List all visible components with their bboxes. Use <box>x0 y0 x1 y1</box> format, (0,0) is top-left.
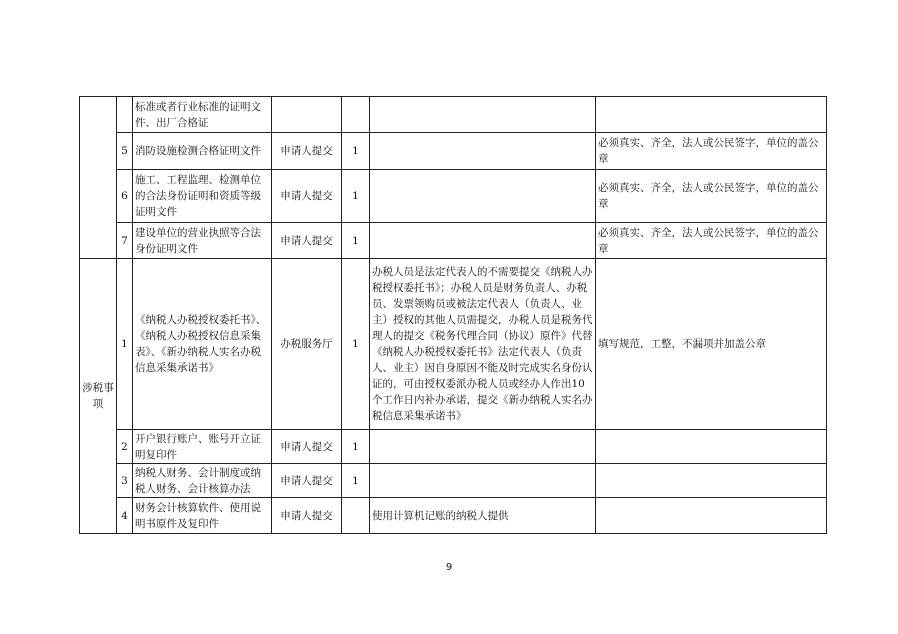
page-number: 9 <box>445 562 453 573</box>
table-row <box>80 259 827 430</box>
material-quantity: 1 <box>342 133 370 170</box>
item-number: 1 <box>117 259 133 430</box>
item-number: 2 <box>117 430 133 464</box>
material-note <box>370 223 596 259</box>
material-requirement <box>596 430 827 464</box>
material-name: 施工、工程监理、检测单位的合法身份证明和资质等级证明文件 <box>133 170 272 223</box>
material-source: 申请人提交 <box>272 498 342 534</box>
material-note: 办税人员是法定代表人的不需要提交《纳税人办税授权委托书》；办税人员是财务负责人、办税员、发票领购员或被法定代表人（负责人、业主）授权的其他人员需提交，办税人员是税务代理人的提交《税务代理合同（协议）原件》代替《纳税人办税授权委托书》法定代表人（负责人、业主）因自身原因不能及时完成实名身份认证的，可由授权委派办税人员或经办人作出10个工作日内补办承诺，提交《新办纳税人实名办税信息采集承诺书》 <box>370 259 596 430</box>
material-requirement: 填写规范，工整，不漏项并加盖公章 <box>596 259 827 430</box>
table-row <box>80 133 827 170</box>
material-note <box>370 133 596 170</box>
material-quantity <box>342 498 370 534</box>
requirements-table <box>79 96 827 534</box>
material-name: 消防设施检测合格证明文件 <box>133 133 272 170</box>
material-requirement <box>596 464 827 498</box>
material-source: 申请人提交 <box>272 170 342 223</box>
material-note <box>370 97 596 133</box>
material-quantity: 1 <box>342 259 370 430</box>
material-name: 财务会计核算软件、使用说明书原件及复印件 <box>133 498 272 534</box>
item-number: 7 <box>117 223 133 259</box>
material-source <box>272 97 342 133</box>
material-quantity: 1 <box>342 170 370 223</box>
material-source: 办税服务厅 <box>272 259 342 430</box>
material-name: 《纳税人办税授权委托书》、《纳税人办税授权信息采集表》、《新办纳税人实名办税信息采集承诺书》 <box>133 259 272 430</box>
item-number: 6 <box>117 170 133 223</box>
material-quantity: 1 <box>342 430 370 464</box>
material-requirement <box>596 97 827 133</box>
item-number: 3 <box>117 464 133 498</box>
material-quantity <box>342 97 370 133</box>
table-row <box>80 223 827 259</box>
material-source: 申请人提交 <box>272 430 342 464</box>
material-requirement <box>596 498 827 534</box>
material-requirement: 必须真实、齐全，法人或公民签字，单位的盖公章 <box>596 133 827 170</box>
table-row <box>80 498 827 534</box>
material-requirement: 必须真实、齐全，法人或公民签字，单位的盖公章 <box>596 170 827 223</box>
material-note: 使用计算机记账的纳税人提供 <box>370 498 596 534</box>
category-cell-tax: 涉税事项 <box>80 259 117 534</box>
item-number <box>117 97 133 133</box>
material-quantity: 1 <box>342 464 370 498</box>
material-name: 开户银行账户、账号开立证明复印件 <box>133 430 272 464</box>
table-row <box>80 464 827 498</box>
material-requirement: 必须真实、齐全，法人或公民签字，单位的盖公章 <box>596 223 827 259</box>
material-source: 申请人提交 <box>272 223 342 259</box>
material-source: 申请人提交 <box>272 133 342 170</box>
table-row <box>80 97 827 133</box>
material-note <box>370 170 596 223</box>
table-row <box>80 170 827 223</box>
item-number: 4 <box>117 498 133 534</box>
material-note <box>370 464 596 498</box>
table-row <box>80 430 827 464</box>
category-cell-empty <box>80 97 117 259</box>
material-note <box>370 430 596 464</box>
material-name: 纳税人财务、会计制度或纳税人财务、会计核算办法 <box>133 464 272 498</box>
material-name: 标准或者行业标准的证明文件、出厂合格证 <box>133 97 272 133</box>
material-source: 申请人提交 <box>272 464 342 498</box>
material-name: 建设单位的营业执照等合法身份证明文件 <box>133 223 272 259</box>
material-quantity: 1 <box>342 223 370 259</box>
item-number: 5 <box>117 133 133 170</box>
